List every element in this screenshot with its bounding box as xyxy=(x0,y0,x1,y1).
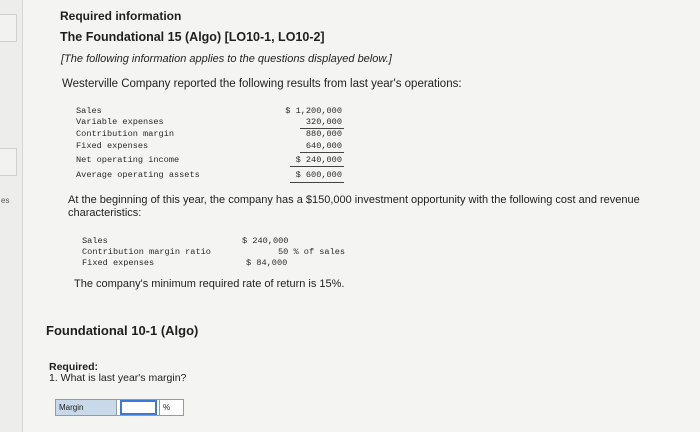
opportunity-text: At the beginning of this year, the company has a $150,000 investment opportunity with the following cost and revenue characteristics: xyxy=(68,194,640,219)
intro-text: Westerville Company reported the following results from last year's operations: xyxy=(62,78,462,90)
underline xyxy=(290,182,344,183)
table-row-value: 320,000 xyxy=(305,117,342,127)
table-row-label: Sales xyxy=(76,106,102,116)
table-row-label: Average operating assets xyxy=(76,170,200,180)
section-title: Foundational 10-1 (Algo) xyxy=(46,323,199,338)
table-row-value: $ 240,000 xyxy=(242,236,289,246)
required-label: Required: xyxy=(49,361,99,373)
table-row-value: 50 % of sales xyxy=(278,247,346,257)
table-row-label: Fixed expenses xyxy=(76,141,149,151)
margin-input[interactable] xyxy=(120,400,157,415)
underline xyxy=(300,152,344,153)
table-row-label: Net operating income xyxy=(76,155,180,165)
margin-label: Margin xyxy=(56,400,117,415)
underline xyxy=(290,166,344,167)
table-row-value: $ 84,000 xyxy=(246,258,288,268)
question-text: 1. What is last year's margin? xyxy=(49,372,187,384)
table-row-value: $ 1,200,000 xyxy=(285,106,342,116)
table-row-label: Variable expenses xyxy=(76,117,164,127)
table-row-label: Contribution margin xyxy=(76,129,174,139)
table-row-label: Fixed expenses xyxy=(82,258,155,268)
percent-unit: % xyxy=(159,400,183,415)
problem-title: The Foundational 15 (Algo) [LO10-1, LO10-2] xyxy=(60,30,325,44)
table-row-value: 640,000 xyxy=(305,141,342,151)
table-row-value: $ 240,000 xyxy=(295,155,342,165)
table-row-label: Contribution margin ratio xyxy=(82,247,211,257)
minimum-rate-text: The company's minimum required rate of return is 15%. xyxy=(74,278,345,290)
required-information-heading: Required information xyxy=(60,9,182,23)
answer-row xyxy=(55,399,184,416)
table-row-label: Sales xyxy=(82,236,108,246)
instruction-note: [The following information applies to the questions displayed below.] xyxy=(61,53,392,65)
input-cell xyxy=(117,400,159,415)
table-row-value: 880,000 xyxy=(305,129,342,139)
table-row-value: $ 600,000 xyxy=(295,170,342,180)
sidebar-label: es xyxy=(1,196,10,205)
